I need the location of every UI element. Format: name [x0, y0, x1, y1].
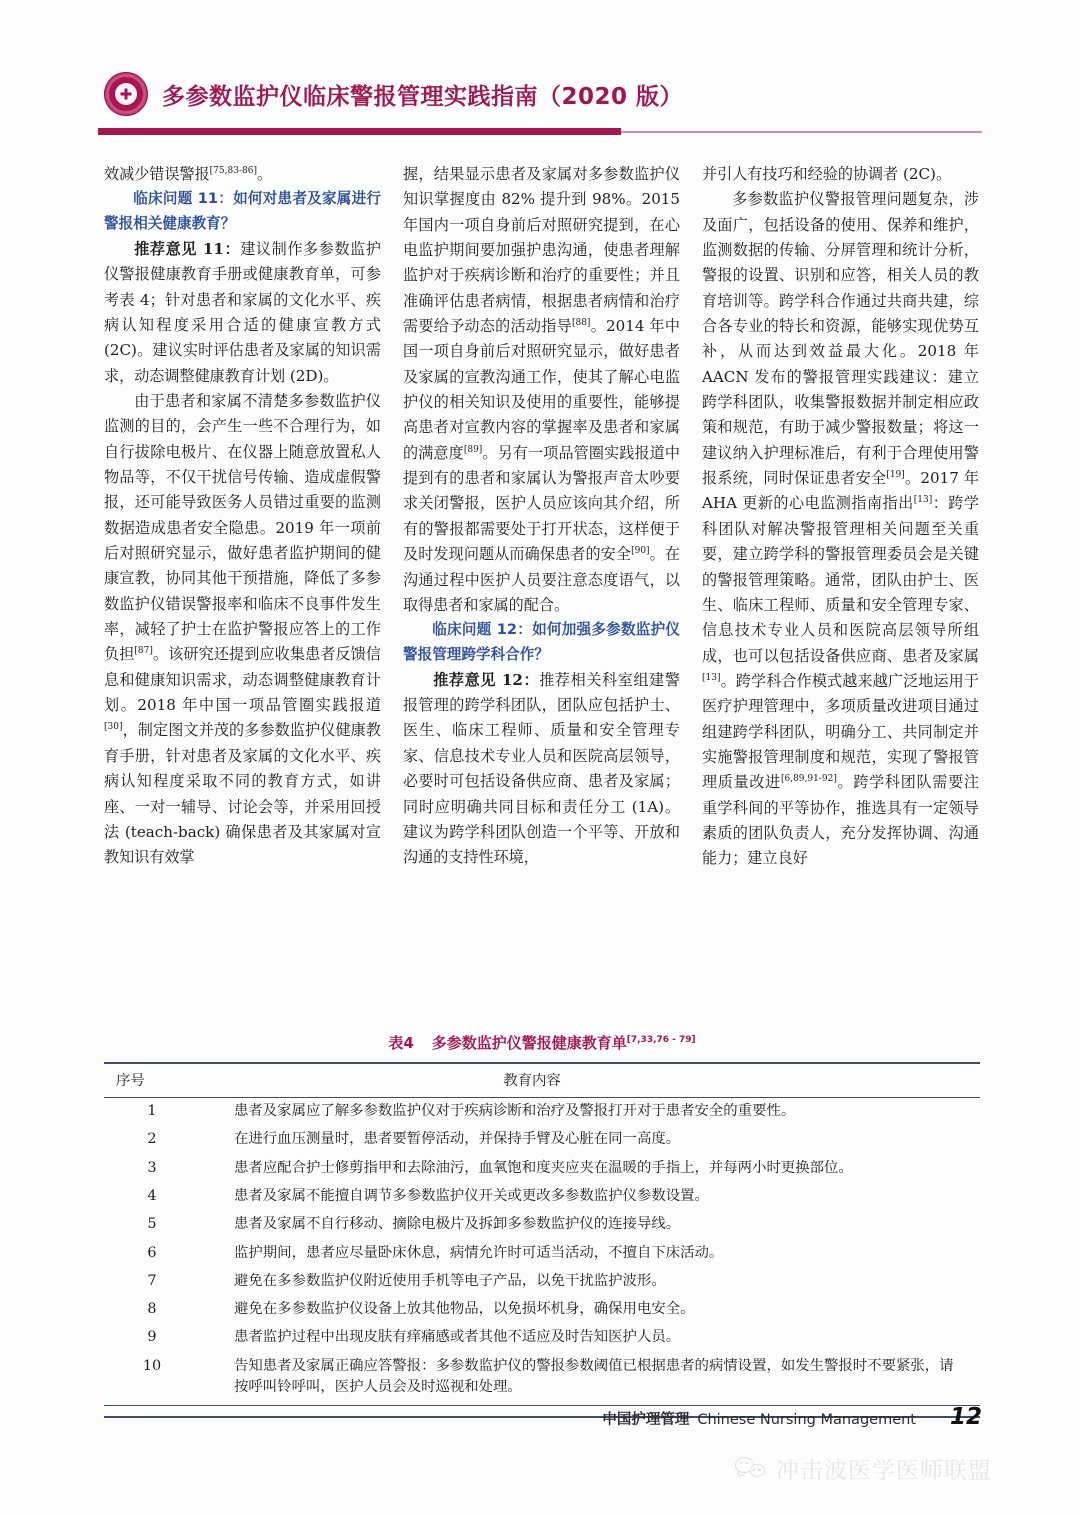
page-footer: [0, 1404, 1080, 1444]
table-row: [104, 1155, 980, 1183]
table-row: [104, 1268, 980, 1296]
citation-reference: [88]: [571, 318, 591, 329]
table-cell-no: 3: [147, 1159, 157, 1176]
table-cell-content: 患者及家属不自行移动、摘除电极片及拆卸多参数监护仪的连接导线。: [234, 1216, 681, 1233]
article-column-1: [104, 162, 381, 1030]
recommendation-label: 推荐意见 12：: [433, 670, 540, 689]
table-cell-content: 患者及家属应了解多参数监护仪对于疾病诊断和治疗及警报打开对于患者安全的重要性。: [234, 1103, 796, 1120]
header-divider: [98, 128, 982, 135]
footer-journal-cn: 中国护理管理: [602, 1412, 690, 1428]
table-row: [104, 1126, 980, 1154]
table-row: [104, 1296, 980, 1324]
header-content: [104, 72, 683, 116]
table-cell-no: 9: [147, 1329, 157, 1346]
header-divider-thin: [621, 131, 982, 133]
table-cell-content: 避免在多参数监护仪设备上放其他物品，以免损坏机身，确保用电安全。: [234, 1301, 695, 1318]
citation-reference: [19]: [886, 470, 905, 481]
table-row: [104, 1239, 980, 1267]
recommendation-label: 推荐意见 11：: [134, 239, 241, 258]
table-row: [104, 1098, 980, 1127]
table-caption-text: 多参数监护仪警报健康教育单: [431, 1034, 627, 1052]
table-head: [104, 1063, 980, 1098]
table-cell-no: 10: [142, 1357, 162, 1374]
article-column-2: [403, 162, 680, 1030]
body-paragraph: 多参数监护仪警报管理问题复杂，涉及面广，包括设备的使用、保养和维护，监测数据的传输、分屏管理和统计分析，警报的设置、识别和应答，相关人员的教育培训等。跨学科合作通过共商共建，综合各专业的特长和资源，能够实现优势互补，从而达到效益最大化。2018 年 AACN 发布的警报管理实践建议：建立跨学科团队，收集警报数据并制定相应政策和规范，有助于减少警报数量；将这一建议纳入护理标准后，有利于合理使用警报系统，同时保证患者安全[19]。2017 年 AHA 更新的心电监测指南指出[13]：跨学科团队对解决警报管理相关问题至关重要，建立跨学科的警报管理委员会是关键的警报管理策略。通常，团队由护士、医生、临床工程师、质量和安全管理专家、信息技术专业人员和医院高层领导所组成，也可以包括设备供应商、患者及家属[13]。跨学科合作模式越来越广泛地运用于医疗护理管理中，多项质量改进项目通过组建跨学科团队，明确分工、共同制定并实施警报管理制度和规范，实现了警报管理质量改进[6,89,91-92]。跨学科团队需要注重学科间的平等协作，推选具有一定领导素质的团队负责人，充分发挥协调、沟通能力；建立良好: [702, 190, 979, 868]
table-header-row: [104, 1063, 980, 1098]
body-paragraph: 并引人有技巧和经验的协调者 (2C)。: [702, 165, 952, 183]
page-header: [0, 0, 1080, 140]
wechat-icon: [735, 1456, 765, 1482]
table-cell-no: 1: [147, 1103, 157, 1120]
page-title: 多参数监护仪临床警报管理实践指南（2020 版）: [162, 83, 684, 110]
page-number: 12: [949, 1404, 982, 1430]
footer-journal-en: Chinese Nursing Management: [697, 1412, 916, 1428]
wechat-watermark: [735, 1452, 992, 1485]
wechat-dot: [758, 1469, 760, 1471]
citation-reference: [30]: [104, 722, 123, 733]
citation-reference: [87]: [134, 646, 153, 657]
table-cell-no: 6: [147, 1244, 157, 1261]
clinical-question-heading: 临床问题 12：如何加强多参数监护仪警报管理跨学科合作？: [403, 621, 680, 663]
table-cell-content: 监护期间，患者应尽量卧床休息，病情允许时可适当活动，不擅自下床活动。: [234, 1244, 724, 1261]
citation-reference: [89]: [463, 444, 483, 455]
table-cell-no: 5: [147, 1216, 157, 1233]
table-cell-content: 告知患者及家属正确应答警报：多参数监护仪的警报参数阈值已根据患者的病情设置，如发生警报时不要紧张，请按呼叫铃呼叫，医护人员会及时巡视和处理。: [234, 1357, 954, 1396]
education-table: [104, 1062, 980, 1405]
journal-emblem-icon: [104, 72, 148, 116]
citation-reference: [6,89,91-92]: [780, 774, 837, 785]
table-header-content: 教育内容: [234, 1063, 980, 1098]
table-cell-no: 4: [147, 1187, 157, 1204]
table-caption-number: 表4: [388, 1034, 414, 1052]
table-cell-content: 患者应配合护士修剪指甲和去除油污，血氧饱和度夹应夹在温暖的手指上，并每两小时更换部位。: [234, 1159, 853, 1176]
wechat-dot: [753, 1469, 755, 1471]
table-cell-content: 患者及家属不能擅自调节多参数监护仪开关或更改多参数监护仪参数设置。: [234, 1187, 709, 1204]
body-paragraph: 由于患者和家属不清楚多参数监护仪监测的目的，会产生一些不合理行为，如自行拔除电极片、在仪器上随意放置私人物品等，不仅干扰信号传输、造成虚假警报，还可能导致医务人员错过重要的监测数据造成患者安全隐患。2019 年一项前后对照研究显示，做好患者监护期间的健康宣教，协同其他干预措施，降低了多参数监护仪错误警报率和临床不良事件发生率，减轻了护士在监护警报应答上的工作负担[87]。该研究还提到应收集患者反馈信息和健康知识需求，动态调整健康教育计划。2018 年中国一项品管圈实践报道[30]，制定图文并茂的多参数监护仪健康教育手册，针对患者及家属的文化水平、疾病认知程度采取不同的教育方式，如讲座、一对一辅导、讨论会等，并采用回授法 (teach-back) 确保患者及其家属对宣教知识有效掌: [104, 392, 381, 867]
recommendation-paragraph: 推荐意见 12：推荐相关科室组建警报管理的跨学科团队，团队应包括护士、医生、临床工程师、质量和安全管理专家、信息技术专业人员和医院高层领导，必要时可包括设备供应商、患者及家属；同时应明确共同目标和责任分工 (1A)。建议为跨学科团队创造一个平等、开放和沟通的支持性环境，: [403, 670, 680, 867]
education-table-block: [104, 1032, 980, 1418]
table-body: [104, 1098, 980, 1406]
table-cell-no: 7: [147, 1272, 157, 1289]
article-column-3: [702, 162, 979, 1030]
table-cell-no: 2: [147, 1131, 157, 1148]
table-row: [104, 1183, 980, 1211]
table-row: [104, 1211, 980, 1239]
footer-content: [602, 1404, 982, 1430]
header-divider-thick: [98, 128, 621, 135]
table-caption: [104, 1032, 980, 1053]
table-cell-content: 在进行血压测量时，患者要暂停活动，并保持手臂及心脏在同一高度。: [234, 1131, 681, 1148]
body-paragraph: 握，结果显示患者及家属对多参数监护仪知识掌握度由 82% 提升到 98%。2015 年国内一项自身前后对照研究提到，在心电监护期间要加强护患沟通，使患者理解监护对于疾病诊断和治疗的重要性；并且准确评估患者病情，根据患者病情和治疗需要给予动态的活动指导[88]。2014 年中国一项自身前后对照研究显示，做好患者及家属的宣教沟通工作，使其了解心电监护仪的相关知识及使用的重要性，能够提高患者对宣教内容的掌握率及患者和家属的满意度[89]。另有一项品管圈实践报道中提到有的患者和家属认为警报声音太吵要求关闭警报，医护人员应该向其介绍，所有的警报都需要处于打开状态，这样便于及时发现问题从而确保患者的安全[90]。在沟通过程中医护人员要注意态度语气，以取得患者和家属的配合。: [403, 165, 680, 614]
table-row: [104, 1352, 980, 1405]
article-columns: [104, 162, 980, 1030]
table-cell-content: 患者监护过程中出现皮肤有痒痛感或者其他不适应及时告知医护人员。: [234, 1329, 681, 1346]
watermark-label: 冲击波医学医师联盟: [776, 1458, 992, 1484]
table-cell-content: 避免在多参数监护仪附近使用手机等电子产品，以免干扰监护波形。: [234, 1272, 666, 1289]
table-cell-no: 8: [147, 1301, 157, 1318]
citation-reference: [13]: [702, 672, 721, 683]
body-paragraph: 效减少错误警报[75,83-86]。: [104, 165, 273, 183]
citation-reference: [13]: [913, 495, 933, 506]
table-row: [104, 1324, 980, 1352]
wechat-dot: [740, 1462, 742, 1464]
recommendation-paragraph: 推荐意见 11：建议制作多参数监护仪警报健康教育手册或健康教育单，可参考表 4；针对患者和家属的文化水平、疾病认知程度采用合适的健康宣教方式 (2C)。建议实时评估患者及家属的知识需求，动态调整健康教育计划 (2D)。: [104, 239, 381, 385]
table-header-no: 序号: [104, 1063, 234, 1098]
footer-journal-name: [602, 1408, 916, 1429]
citation-reference: [75,83-86]: [209, 165, 257, 176]
citation-reference: [90]: [631, 546, 650, 557]
table-caption-reference: [7,33,76 - 79]: [626, 1035, 696, 1045]
clinical-question-heading: 临床问题 11：如何对患者及家属进行警报相关健康教育？: [104, 190, 381, 233]
